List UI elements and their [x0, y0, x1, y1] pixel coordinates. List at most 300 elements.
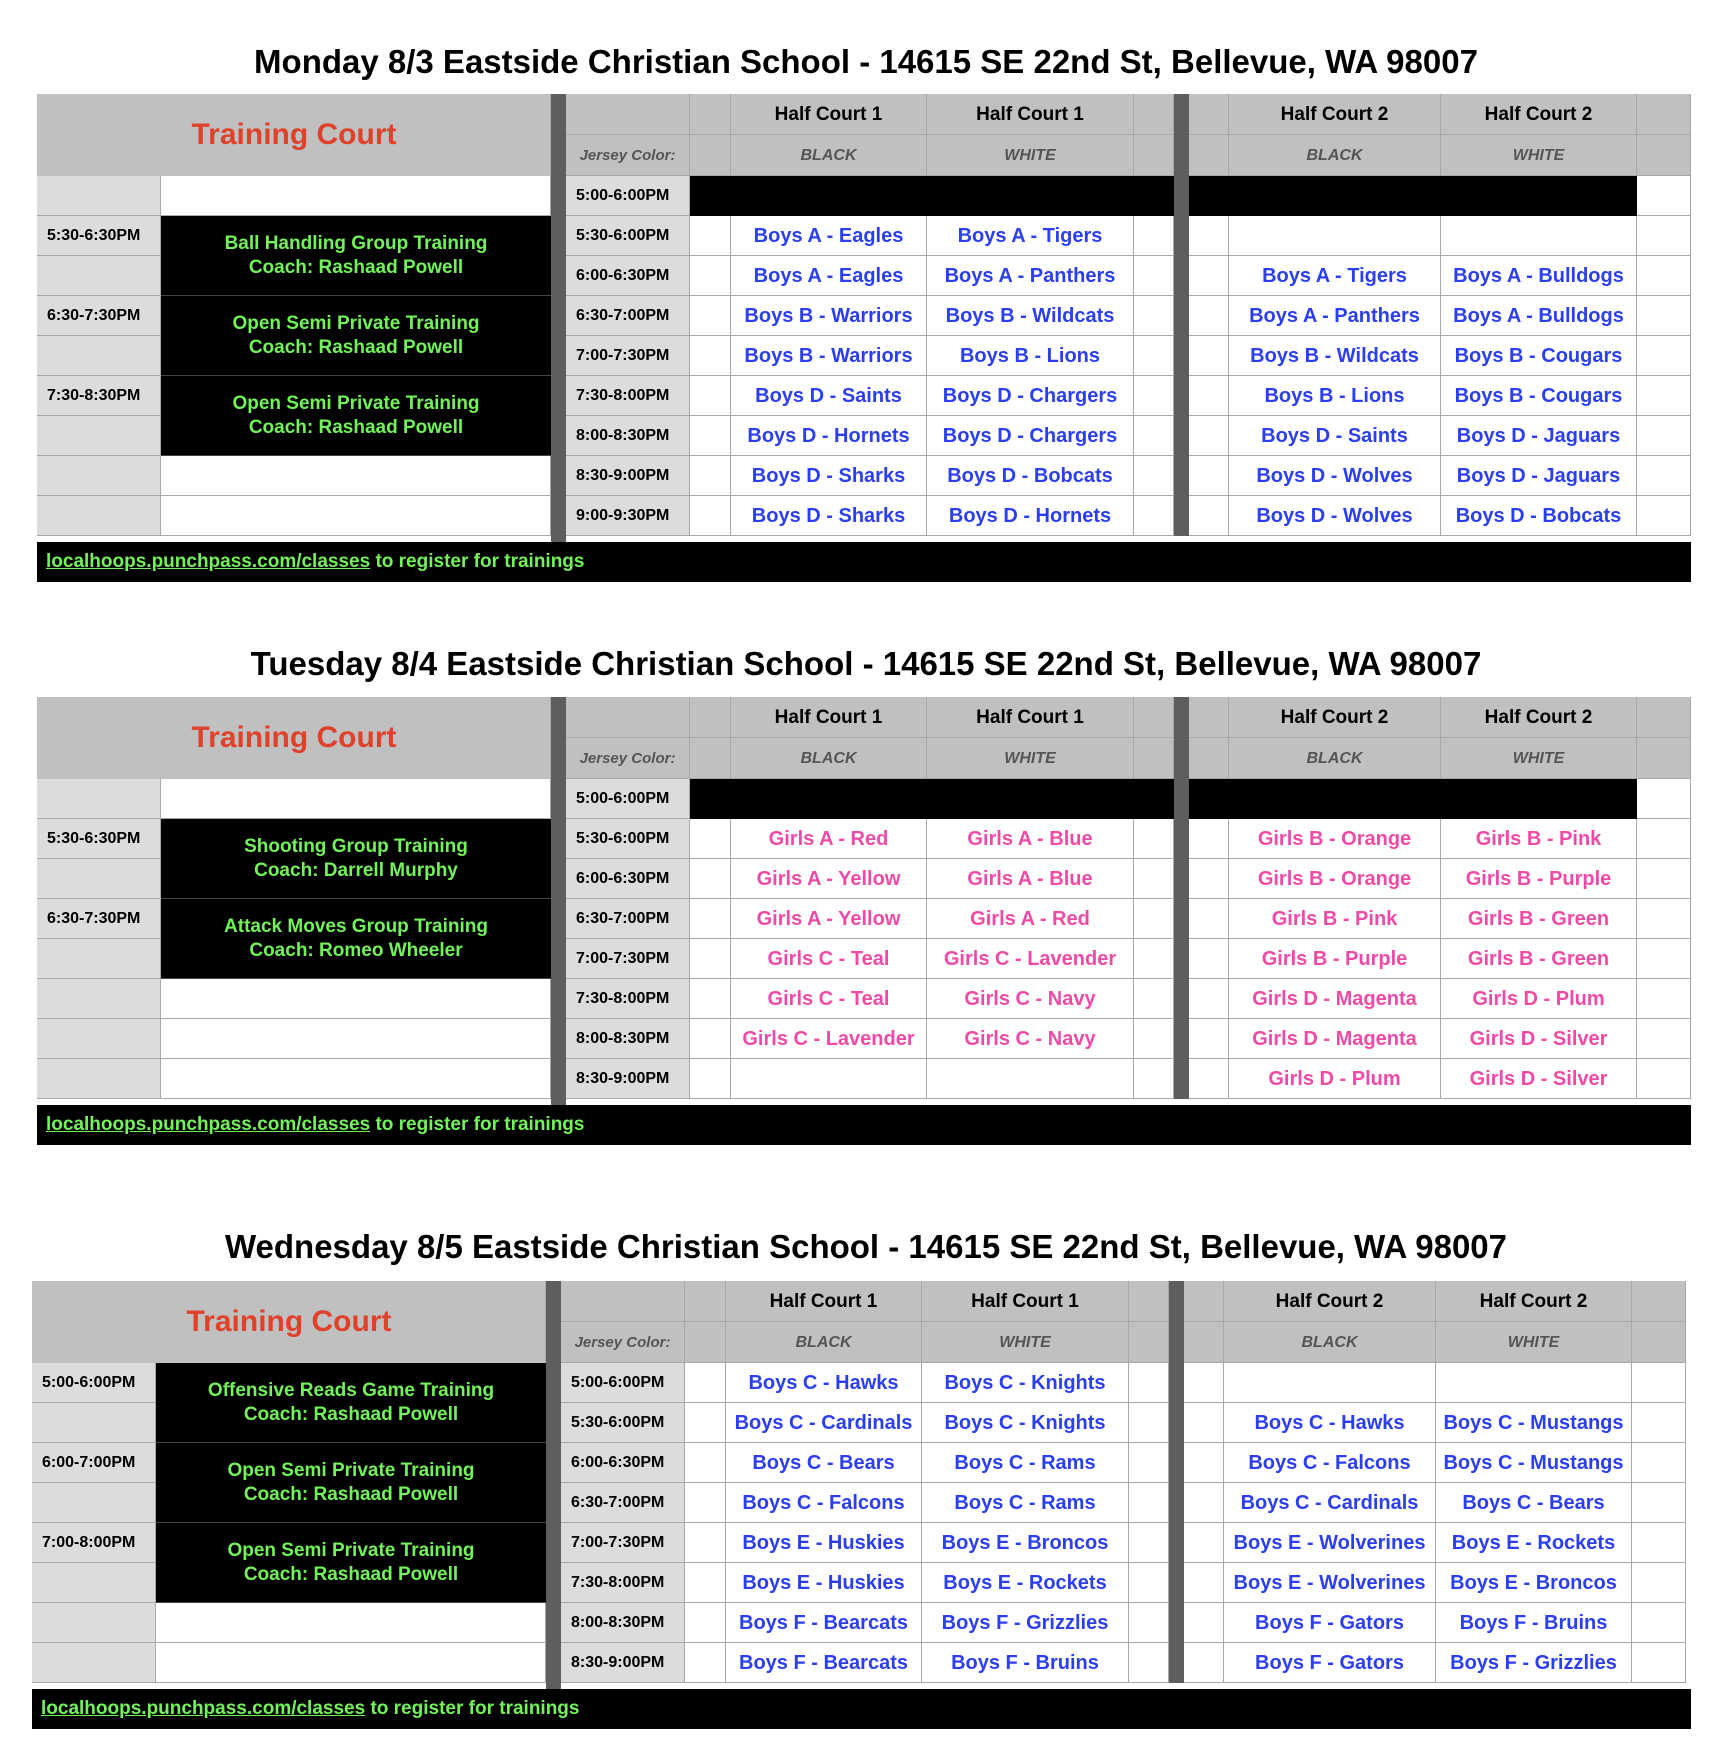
jersey-color-row	[566, 135, 1691, 176]
matchup-hc2w	[1441, 216, 1637, 256]
matchup-hc1w: Girls A - Blue	[927, 819, 1134, 859]
half-court-2-header: Half Court 2	[1436, 1281, 1632, 1322]
spacer-cell	[1189, 296, 1229, 336]
court-divider	[1169, 1281, 1184, 1683]
session-coach: Coach: Rashaad Powell	[248, 336, 464, 358]
training-time	[37, 496, 161, 536]
training-time: 5:30-6:30PM	[37, 819, 161, 859]
time-slot: 6:30-7:00PM	[561, 1483, 685, 1523]
spacer-cell	[1632, 1403, 1686, 1443]
matchup-hc2b: Boys C - Falcons	[1224, 1443, 1436, 1483]
jersey-color-cell	[1637, 738, 1691, 779]
spacer-cell	[1129, 1443, 1169, 1483]
matchup-hc2w: Boys F - Grizzlies	[1436, 1643, 1632, 1683]
spacer-cell	[690, 859, 731, 899]
jersey-color-label: Jersey Color:	[561, 1322, 685, 1363]
session-coach: Coach: Romeo Wheeler	[249, 939, 463, 961]
training-court-panel	[37, 94, 551, 542]
matchup-hc2w	[1436, 1363, 1632, 1403]
matchup-hc1b	[731, 779, 927, 819]
spacer-cell	[1129, 1563, 1169, 1603]
matchup-hc1w: Girls A - Blue	[927, 859, 1134, 899]
time-slot: 6:30-7:00PM	[566, 899, 690, 939]
spacer-cell	[1134, 979, 1174, 1019]
jersey-white-label: WHITE	[1441, 738, 1637, 779]
matchup-hc1b: Boys A - Eagles	[731, 216, 927, 256]
matchup-hc1b: Boys E - Huskies	[726, 1563, 922, 1603]
jersey-color-label: Jersey Color:	[566, 738, 690, 779]
matchup-hc2w	[1441, 779, 1637, 819]
matchup-hc2w	[1441, 176, 1637, 216]
spacer-cell	[1637, 1019, 1691, 1059]
spacer-cell	[1637, 899, 1691, 939]
time-slot: 7:30-8:00PM	[566, 376, 690, 416]
time-slot: 5:30-6:00PM	[566, 216, 690, 256]
training-time: 7:00-8:00PM	[32, 1523, 156, 1563]
spacer-cell	[1129, 1403, 1169, 1443]
spacer-cell	[1184, 1563, 1224, 1603]
time-slot: 7:30-8:00PM	[566, 979, 690, 1019]
spacer-cell	[1134, 859, 1174, 899]
register-link[interactable]: localhoops.punchpass.com/classes	[46, 1114, 371, 1135]
matchup-hc2b: Girls D - Plum	[1229, 1059, 1441, 1099]
training-empty-slot	[156, 1643, 546, 1683]
spacer-cell	[1189, 819, 1229, 859]
time-slot: 8:00-8:30PM	[566, 416, 690, 456]
session-coach: Coach: Rashaad Powell	[248, 416, 464, 438]
matchup-hc1w: Boys F - Bruins	[922, 1643, 1129, 1683]
training-time	[32, 1483, 156, 1523]
training-time: 6:30-7:30PM	[37, 899, 161, 939]
time-slot: 5:30-6:00PM	[566, 819, 690, 859]
time-slot: 7:00-7:30PM	[566, 939, 690, 979]
court-header-cell	[1632, 1281, 1686, 1322]
matchup-hc2b: Girls D - Magenta	[1229, 1019, 1441, 1059]
spacer-cell	[1637, 779, 1691, 819]
spacer-cell	[685, 1643, 726, 1683]
session-name: Attack Moves Group Training	[224, 915, 488, 937]
training-empty-slot	[161, 1019, 551, 1059]
spacer-cell	[1189, 416, 1229, 456]
time-slot: 7:30-8:00PM	[561, 1563, 685, 1603]
training-empty-slot	[156, 1603, 546, 1643]
session-name: Open Semi Private Training	[232, 392, 480, 414]
spacer-cell	[685, 1483, 726, 1523]
spacer-cell	[1189, 256, 1229, 296]
half-court-2-header: Half Court 2	[1229, 697, 1441, 738]
spacer-cell	[1189, 779, 1229, 819]
spacer-cell	[685, 1563, 726, 1603]
matchup-hc1w: Boys E - Broncos	[922, 1523, 1129, 1563]
spacer-cell	[1637, 376, 1691, 416]
matchup-hc2w: Boys C - Mustangs	[1436, 1443, 1632, 1483]
court-header-cell	[566, 697, 690, 738]
court-schedule-grid	[566, 94, 1691, 542]
time-slot: 6:00-6:30PM	[561, 1443, 685, 1483]
matchup-hc2w: Boys C - Mustangs	[1436, 1403, 1632, 1443]
spacer-cell	[685, 1403, 726, 1443]
spacer-cell	[1134, 819, 1174, 859]
spacer-cell	[1129, 1603, 1169, 1643]
matchup-hc2w: Girls B - Green	[1441, 899, 1637, 939]
training-empty-slot	[161, 176, 551, 216]
matchup-hc2w: Girls B - Green	[1441, 939, 1637, 979]
training-empty-slot	[161, 979, 551, 1019]
matchup-hc1w: Girls C - Navy	[927, 1019, 1134, 1059]
matchup-hc1w	[927, 779, 1134, 819]
schedule-row	[561, 1483, 1686, 1523]
spacer-cell	[1134, 376, 1174, 416]
spacer-cell	[1189, 336, 1229, 376]
time-slot: 8:00-8:30PM	[561, 1603, 685, 1643]
spacer-cell	[1189, 216, 1229, 256]
training-time	[37, 416, 161, 456]
matchup-hc2b: Girls B - Pink	[1229, 899, 1441, 939]
spacer-cell	[1129, 1363, 1169, 1403]
spacer-cell	[1637, 859, 1691, 899]
schedule-row	[566, 1059, 1691, 1099]
spacer-cell	[1189, 859, 1229, 899]
jersey-white-label: WHITE	[1441, 135, 1637, 176]
matchup-hc2b: Girls B - Orange	[1229, 859, 1441, 899]
half-court-1-header: Half Court 1	[731, 94, 927, 135]
half-court-2-header: Half Court 2	[1229, 94, 1441, 135]
session-name: Shooting Group Training	[244, 835, 468, 857]
training-time	[37, 256, 161, 296]
session-name: Open Semi Private Training	[227, 1459, 475, 1481]
schedule-row	[566, 496, 1691, 536]
matchup-hc2w: Girls D - Silver	[1441, 1059, 1637, 1099]
spacer-cell	[1189, 1019, 1229, 1059]
day-title-wednesday: Wednesday 8/5 Eastside Christian School - 14615 SE 22nd St, Bellevue, WA 98007	[224, 1228, 1508, 1265]
half-court-2-header: Half Court 2	[1224, 1281, 1436, 1322]
training-session	[156, 1523, 546, 1603]
court-header-cell	[1129, 1281, 1169, 1322]
matchup-hc1w: Girls A - Red	[927, 899, 1134, 939]
time-slot: 5:00-6:00PM	[566, 779, 690, 819]
matchup-hc2b: Boys B - Wildcats	[1229, 336, 1441, 376]
matchup-hc1w: Girls C - Lavender	[927, 939, 1134, 979]
jersey-color-row	[566, 738, 1691, 779]
schedule-row	[566, 216, 1691, 256]
jersey-black-label: BLACK	[726, 1322, 922, 1363]
spacer-cell	[1189, 176, 1229, 216]
matchup-hc2b: Boys D - Wolves	[1229, 456, 1441, 496]
matchup-hc2b	[1224, 1363, 1436, 1403]
matchup-hc2w: Boys D - Jaguars	[1441, 416, 1637, 456]
training-court-header	[32, 1281, 546, 1363]
spacer-cell	[690, 256, 731, 296]
matchup-hc1w: Boys F - Grizzlies	[922, 1603, 1129, 1643]
jersey-black-label: BLACK	[1224, 1322, 1436, 1363]
training-time	[37, 779, 161, 819]
training-court-label: Training Court	[191, 118, 397, 151]
court-header-cell	[1637, 94, 1691, 135]
training-time: 6:30-7:30PM	[37, 296, 161, 336]
jersey-color-cell	[685, 1322, 726, 1363]
time-slot: 8:30-9:00PM	[561, 1643, 685, 1683]
matchup-hc1w: Girls C - Navy	[927, 979, 1134, 1019]
matchup-hc1w: Boys D - Bobcats	[927, 456, 1134, 496]
matchup-hc1w: Boys C - Knights	[922, 1363, 1129, 1403]
training-time	[32, 1603, 156, 1643]
spacer-cell	[1637, 1059, 1691, 1099]
schedule-row	[561, 1443, 1686, 1483]
jersey-white-label: WHITE	[927, 135, 1134, 176]
matchup-hc2b: Boys E - Wolverines	[1224, 1563, 1436, 1603]
matchup-hc1b: Boys B - Warriors	[731, 296, 927, 336]
training-time	[37, 1059, 161, 1099]
spacer-cell	[690, 899, 731, 939]
training-time: 6:00-7:00PM	[32, 1443, 156, 1483]
jersey-color-cell	[1189, 135, 1229, 176]
section-divider	[551, 94, 566, 542]
jersey-black-label: BLACK	[1229, 135, 1441, 176]
matchup-hc2b	[1229, 176, 1441, 216]
matchup-hc1b: Girls C - Teal	[731, 979, 927, 1019]
schedule-block-wednesday	[32, 1281, 1691, 1729]
register-text: to register for trainings	[370, 551, 585, 572]
register-footer	[32, 1689, 1691, 1729]
spacer-cell	[690, 216, 731, 256]
spacer-cell	[685, 1363, 726, 1403]
matchup-hc2b: Boys A - Panthers	[1229, 296, 1441, 336]
spacer-cell	[1632, 1643, 1686, 1683]
jersey-color-cell	[1134, 135, 1174, 176]
training-session	[161, 216, 551, 296]
register-footer	[37, 542, 1691, 582]
day-title-tuesday: Tuesday 8/4 Eastside Christian School - 14615 SE 22nd St, Bellevue, WA 98007	[250, 645, 1482, 682]
matchup-hc2w: Boys D - Bobcats	[1441, 496, 1637, 536]
spacer-cell	[1134, 899, 1174, 939]
matchup-hc1b: Boys F - Bearcats	[726, 1603, 922, 1643]
matchup-hc2w: Girls B - Pink	[1441, 819, 1637, 859]
spacer-cell	[1637, 819, 1691, 859]
matchup-hc2w: Boys F - Bruins	[1436, 1603, 1632, 1643]
spacer-cell	[1637, 256, 1691, 296]
spacer-cell	[690, 416, 731, 456]
matchup-hc2b: Boys C - Cardinals	[1224, 1483, 1436, 1523]
training-time	[32, 1643, 156, 1683]
matchup-hc2b: Boys F - Gators	[1224, 1603, 1436, 1643]
matchup-hc2b: Boys B - Lions	[1229, 376, 1441, 416]
half-court-2-header: Half Court 2	[1441, 697, 1637, 738]
jersey-color-cell	[690, 135, 731, 176]
matchup-hc1b: Boys C - Hawks	[726, 1363, 922, 1403]
training-session	[161, 819, 551, 899]
spacer-cell	[1134, 176, 1174, 216]
jersey-color-cell	[1129, 1322, 1169, 1363]
matchup-hc1b: Girls A - Yellow	[731, 899, 927, 939]
schedule-row	[566, 176, 1691, 216]
session-coach: Coach: Rashaad Powell	[248, 256, 464, 278]
court-header-cell	[1184, 1281, 1224, 1322]
matchup-hc1w: Boys C - Rams	[922, 1483, 1129, 1523]
schedule-row	[561, 1363, 1686, 1403]
matchup-hc1w: Boys C - Rams	[922, 1443, 1129, 1483]
spacer-cell	[1134, 1059, 1174, 1099]
section-divider	[551, 697, 566, 1105]
schedule-row	[566, 819, 1691, 859]
section-divider	[546, 1281, 561, 1689]
schedule-block-tuesday	[37, 697, 1691, 1145]
spacer-cell	[1189, 899, 1229, 939]
matchup-hc1b: Boys E - Huskies	[726, 1523, 922, 1563]
half-court-1-header: Half Court 1	[922, 1281, 1129, 1322]
spacer-cell	[690, 376, 731, 416]
register-text: to register for trainings	[365, 1698, 580, 1719]
schedule-row	[566, 899, 1691, 939]
training-empty-slot	[161, 456, 551, 496]
court-header-cell	[690, 697, 731, 738]
spacer-cell	[1632, 1363, 1686, 1403]
schedule-row	[566, 296, 1691, 336]
jersey-white-label: WHITE	[1436, 1322, 1632, 1363]
spacer-cell	[690, 779, 731, 819]
matchup-hc1w: Boys D - Chargers	[927, 376, 1134, 416]
spacer-cell	[1134, 216, 1174, 256]
matchup-hc1w: Boys A - Panthers	[927, 256, 1134, 296]
matchup-hc2b: Boys E - Wolverines	[1224, 1523, 1436, 1563]
matchup-hc2b: Boys D - Wolves	[1229, 496, 1441, 536]
jersey-color-cell	[1632, 1322, 1686, 1363]
matchup-hc2w: Boys E - Rockets	[1436, 1523, 1632, 1563]
session-coach: Coach: Rashaad Powell	[243, 1403, 459, 1425]
matchup-hc1w: Boys C - Knights	[922, 1403, 1129, 1443]
spacer-cell	[690, 1019, 731, 1059]
spacer-cell	[1134, 296, 1174, 336]
schedule-row	[566, 979, 1691, 1019]
training-court-label: Training Court	[186, 1305, 392, 1338]
spacer-cell	[690, 819, 731, 859]
day-title-monday: Monday 8/3 Eastside Christian School - 14615 SE 22nd St, Bellevue, WA 98007	[254, 43, 1478, 80]
matchup-hc1b: Girls C - Lavender	[731, 1019, 927, 1059]
matchup-hc1b: Boys B - Warriors	[731, 336, 927, 376]
spacer-cell	[1637, 496, 1691, 536]
jersey-white-label: WHITE	[922, 1322, 1129, 1363]
schedule-row	[561, 1403, 1686, 1443]
training-time	[37, 939, 161, 979]
spacer-cell	[1134, 456, 1174, 496]
matchup-hc2w: Boys E - Broncos	[1436, 1563, 1632, 1603]
court-header-cell	[1134, 94, 1174, 135]
matchup-hc1b: Boys C - Cardinals	[726, 1403, 922, 1443]
matchup-hc2b: Boys F - Gators	[1224, 1643, 1436, 1683]
time-slot: 6:00-6:30PM	[566, 256, 690, 296]
time-slot: 5:30-6:00PM	[561, 1403, 685, 1443]
spacer-cell	[1134, 336, 1174, 376]
spacer-cell	[1632, 1563, 1686, 1603]
session-coach: Coach: Rashaad Powell	[243, 1563, 459, 1585]
spacer-cell	[1632, 1603, 1686, 1643]
training-session	[161, 376, 551, 456]
session-coach: Coach: Rashaad Powell	[243, 1483, 459, 1505]
jersey-white-label: WHITE	[927, 738, 1134, 779]
register-link[interactable]: localhoops.punchpass.com/classes	[46, 551, 371, 572]
matchup-hc2w: Girls D - Silver	[1441, 1019, 1637, 1059]
training-session	[156, 1363, 546, 1443]
matchup-hc1b	[731, 176, 927, 216]
matchup-hc2b: Boys A - Tigers	[1229, 256, 1441, 296]
time-slot: 6:00-6:30PM	[566, 859, 690, 899]
matchup-hc1b: Girls C - Teal	[731, 939, 927, 979]
jersey-black-label: BLACK	[731, 135, 927, 176]
jersey-black-label: BLACK	[1229, 738, 1441, 779]
jersey-color-label: Jersey Color:	[566, 135, 690, 176]
half-court-2-header: Half Court 2	[1441, 94, 1637, 135]
matchup-hc2b: Boys C - Hawks	[1224, 1403, 1436, 1443]
matchup-hc2w: Girls D - Plum	[1441, 979, 1637, 1019]
spacer-cell	[1134, 496, 1174, 536]
spacer-cell	[1184, 1483, 1224, 1523]
matchup-hc2w: Boys C - Bears	[1436, 1483, 1632, 1523]
register-text: to register for trainings	[370, 1114, 585, 1135]
time-slot: 8:00-8:30PM	[566, 1019, 690, 1059]
schedule-row	[561, 1603, 1686, 1643]
session-name: Open Semi Private Training	[232, 312, 480, 334]
schedule-row	[566, 779, 1691, 819]
training-time: 7:30-8:30PM	[37, 376, 161, 416]
spacer-cell	[1184, 1363, 1224, 1403]
spacer-cell	[1637, 979, 1691, 1019]
training-time: 5:30-6:30PM	[37, 216, 161, 256]
matchup-hc1b: Girls A - Yellow	[731, 859, 927, 899]
spacer-cell	[690, 176, 731, 216]
schedule-row	[561, 1643, 1686, 1683]
spacer-cell	[1637, 456, 1691, 496]
training-empty-slot	[161, 1059, 551, 1099]
training-time	[37, 336, 161, 376]
register-link[interactable]: localhoops.punchpass.com/classes	[41, 1698, 366, 1719]
spacer-cell	[690, 456, 731, 496]
matchup-hc1w: Boys E - Rockets	[922, 1563, 1129, 1603]
spacer-cell	[1637, 216, 1691, 256]
matchup-hc2w: Boys D - Jaguars	[1441, 456, 1637, 496]
training-empty-slot	[161, 496, 551, 536]
matchup-hc2b: Girls B - Orange	[1229, 819, 1441, 859]
matchup-hc1w: Boys D - Chargers	[927, 416, 1134, 456]
session-name: Open Semi Private Training	[227, 1539, 475, 1561]
session-coach: Coach: Darrell Murphy	[254, 859, 458, 881]
court-header-row	[566, 697, 1691, 738]
training-time: 5:00-6:00PM	[32, 1363, 156, 1403]
spacer-cell	[1637, 939, 1691, 979]
matchup-hc1b: Boys D - Sharks	[731, 456, 927, 496]
spacer-cell	[1134, 1019, 1174, 1059]
schedule-row	[566, 456, 1691, 496]
matchup-hc2w: Boys A - Bulldogs	[1441, 296, 1637, 336]
matchup-hc2b: Girls D - Magenta	[1229, 979, 1441, 1019]
spacer-cell	[1189, 979, 1229, 1019]
matchup-hc1b: Boys D - Hornets	[731, 416, 927, 456]
matchup-hc1b: Girls A - Red	[731, 819, 927, 859]
matchup-hc1b: Boys F - Bearcats	[726, 1643, 922, 1683]
time-slot: 6:30-7:00PM	[566, 296, 690, 336]
spacer-cell	[690, 336, 731, 376]
spacer-cell	[685, 1603, 726, 1643]
court-header-cell	[1134, 697, 1174, 738]
matchup-hc1w	[927, 176, 1134, 216]
matchup-hc1w	[927, 1059, 1134, 1099]
spacer-cell	[1134, 256, 1174, 296]
court-divider	[1174, 697, 1189, 1099]
session-name: Offensive Reads Game Training	[207, 1379, 495, 1401]
spacer-cell	[1134, 416, 1174, 456]
court-divider	[1174, 94, 1189, 536]
court-header-cell	[566, 94, 690, 135]
court-header-row	[561, 1281, 1686, 1322]
matchup-hc1w: Boys D - Hornets	[927, 496, 1134, 536]
